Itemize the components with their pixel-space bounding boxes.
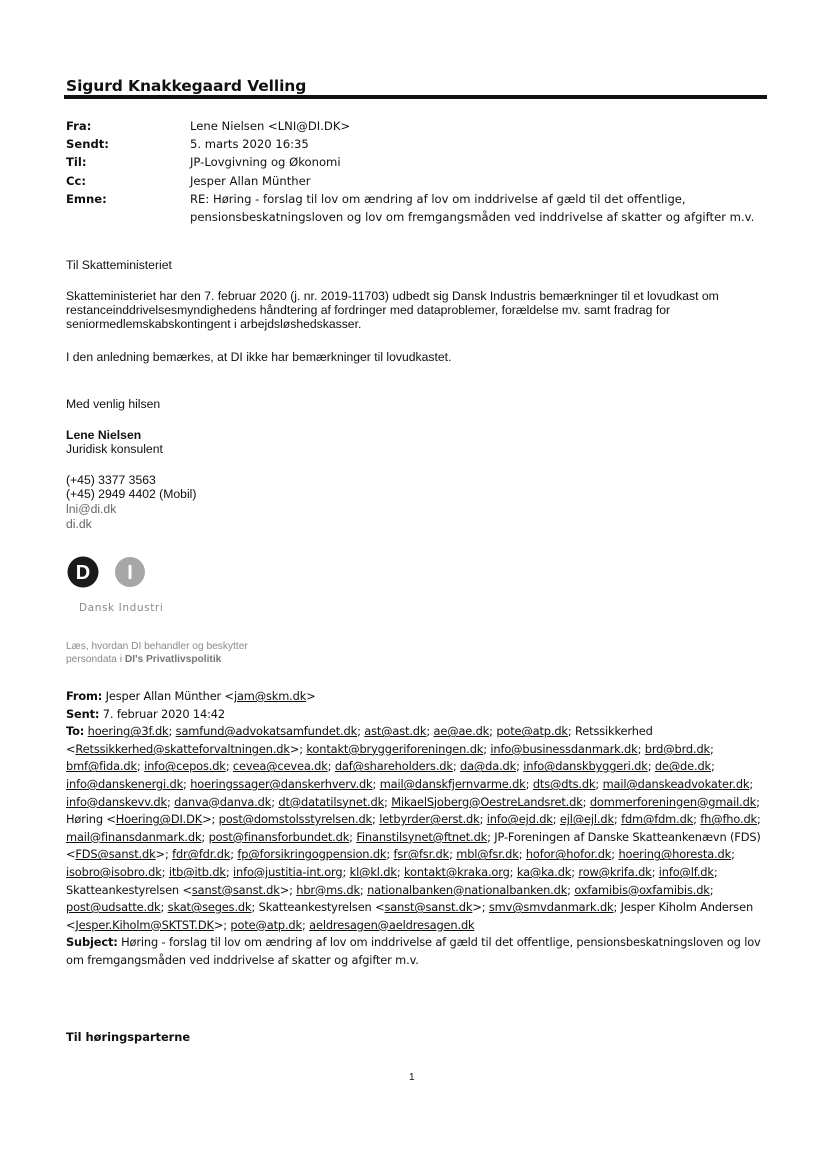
recipient-email-link[interactable]: ejl@ejl.dk: [559, 812, 614, 827]
forwarded-sent: [66, 706, 771, 724]
recipient-email-link[interactable]: kl@kl.dk: [349, 864, 397, 879]
recipient-separator: ;: [647, 759, 655, 774]
forwarded-email: [66, 688, 771, 970]
recipient-separator: ;: [183, 776, 191, 791]
recipient-separator: ;: [449, 847, 457, 862]
recipient-email-link[interactable]: da@da.dk: [460, 759, 517, 774]
privacy-prefix: persondata i: [66, 654, 125, 665]
recipient-list: [66, 724, 761, 932]
recipient-separator: ;: [567, 724, 576, 739]
recipient-separator: ;: [713, 864, 718, 879]
recipient-email-link[interactable]: samfund@advokatsamfundet.dk: [175, 724, 358, 739]
recipient-email-link[interactable]: nationalbanken@nationalbanken.dk: [367, 882, 568, 897]
recipient-email-link[interactable]: oxfamibis@oxfamibis.dk: [574, 882, 710, 897]
logo-caption: Dansk Industri: [79, 602, 164, 614]
from-email-link[interactable]: jam@skm.dk: [233, 689, 307, 703]
recipient-separator: ;: [372, 776, 380, 791]
recipient-email-link[interactable]: fp@forsikringogpension.dk: [237, 847, 387, 862]
recipient-email-link[interactable]: hofor@hofor.dk: [525, 847, 612, 862]
recipient-separator: >;: [155, 847, 173, 862]
signature-phone: (+45) 3377 3563: [66, 473, 156, 487]
header-value: RE: Høring - forslag til lov om ændring af lov om inddrivelse af gæld til det offentlige, pensionsbeskatningsloven og lov om fremgangsmåden ved inddrivelse af skatter og afgifter m.v.: [190, 191, 755, 225]
header-label: Til:: [66, 155, 87, 170]
recipient-email-link[interactable]: ka@ka.dk: [516, 864, 572, 879]
recipient-email-link[interactable]: fdr@fdr.dk: [172, 847, 231, 862]
recipient-separator: ;: [168, 724, 176, 739]
recipient-separator: ;: [271, 794, 279, 809]
recipient-email-link[interactable]: MikaelSjoberg@OestreLandsret.dk: [391, 794, 583, 809]
document-owner-name: Sigurd Knakkegaard Velling: [66, 77, 307, 95]
recipient-name: Høring <: [66, 812, 116, 827]
recipient-separator: ;: [161, 864, 169, 879]
recipient-email-link[interactable]: post@domstolsstyrelsen.dk: [218, 812, 373, 827]
signature-web[interactable]: di.dk: [66, 517, 92, 531]
di-logo: [67, 555, 164, 617]
recipient-separator: ;: [567, 882, 575, 897]
recipient-email-link[interactable]: mbl@fsr.dk: [456, 847, 519, 862]
recipient-separator: ;: [396, 864, 404, 879]
recipient-separator: ;: [487, 829, 495, 844]
recipient-email-link[interactable]: info@justitia-int.org: [233, 864, 343, 879]
recipient-name: JP-Foreningen af Danske Skatteankenævn (FDS) <: [66, 829, 761, 862]
recipient-email-link[interactable]: hoering@horesta.dk: [618, 847, 732, 862]
header-row-subject: [66, 190, 780, 226]
header-row-to: [66, 153, 780, 171]
recipient-email-link[interactable]: dt@datatilsynet.dk: [278, 794, 385, 809]
recipient-separator: ;: [613, 900, 621, 915]
recipient-email-link[interactable]: danva@danva.dk: [174, 794, 272, 809]
recipient-separator: >;: [289, 741, 307, 756]
di-logo-graphic: [67, 555, 164, 617]
recipient-email-link[interactable]: dts@dts.dk: [532, 776, 596, 791]
body-paragraph-1: Skatteministeriet har den 7. februar 2020 (j. nr. 2019-11703) udbedt sig Dansk Industris bemærkninger til et lovudkast om restanceinddrivelsesmyndighedens håndtering af fordringer med dataproblemer, forældelse mv. samt fradrag for seniormedlemskabskontingent i arbejdsløshedskasser.: [66, 289, 719, 332]
signature-title: Juridisk konsulent: [66, 442, 163, 456]
recipient-separator: ;: [386, 847, 394, 862]
recipient-email-link[interactable]: info@lf.dk: [658, 864, 714, 879]
recipient-separator: ;: [756, 794, 760, 809]
recipient-separator: >;: [472, 900, 489, 915]
recipient-email-link[interactable]: FDS@sanst.dk: [75, 847, 156, 862]
header-value: Lene Nielsen <LNI@DI.DK>: [190, 119, 351, 133]
recipient-separator: ;: [349, 829, 357, 844]
recipient-separator: ;: [384, 794, 392, 809]
recipient-separator: ;: [251, 900, 259, 915]
page-number: 1: [409, 1072, 415, 1083]
recipient-name: Retssikkerhed <: [66, 724, 653, 756]
recipient-separator: ;: [201, 829, 209, 844]
recipient-separator: ;: [651, 864, 659, 879]
forwarded-from: [66, 688, 771, 706]
recipient-email-link[interactable]: Jesper.Kiholm@SKTST.DK: [75, 917, 214, 932]
recipient-separator: ;: [518, 847, 526, 862]
recipient-separator: ;: [452, 759, 461, 774]
recipient-separator: ;: [611, 847, 619, 862]
recipient-email-link[interactable]: mail@danskeadvokater.dk: [602, 776, 750, 791]
recipient-separator: ;: [693, 812, 701, 827]
recipient-separator: ;: [479, 812, 487, 827]
header-value: 5. marts 2020 16:35: [190, 137, 309, 152]
from-end: >: [306, 689, 316, 703]
recipient-email-link[interactable]: skat@seges.dk: [167, 900, 252, 915]
recipient-separator: ;: [166, 794, 175, 809]
recipient-separator: >;: [279, 882, 297, 897]
signature-name: Lene Nielsen: [66, 428, 142, 442]
recipient-separator: ;: [711, 759, 715, 774]
recipient-email-link[interactable]: info@businessdanmark.dk: [490, 741, 638, 756]
sent-label: Sent:: [66, 706, 100, 721]
privacy-line-1: Læs, hvordan DI behandler og beskytter: [66, 641, 248, 652]
recipient-email-link[interactable]: post@udsatte.dk: [66, 900, 161, 915]
recipient-separator: ;: [136, 759, 145, 774]
recipient-separator: ;: [372, 812, 380, 827]
greeting: Til Skatteministeriet: [66, 258, 172, 272]
recipient-name: Jesper Kiholm Andersen <: [66, 900, 754, 932]
recipient-email-link[interactable]: kontakt@bryggeriforeningen.dk: [306, 741, 484, 756]
recipient-email-link[interactable]: Retssikkerhed@skatteforvaltningen.dk: [75, 741, 290, 756]
recipient-email-link[interactable]: Hoering@DI.DK: [115, 812, 203, 827]
from-value: Jesper Allan Münther <: [105, 689, 234, 703]
recipient-email-link[interactable]: fdm@fdm.dk: [621, 812, 694, 827]
privacy-policy-link[interactable]: DI's Privatlivspolitik: [124, 654, 222, 665]
recipient-separator: ;: [749, 776, 754, 791]
recipient-email-link[interactable]: Finanstilsynet@ftnet.dk: [356, 829, 488, 844]
recipient-email-link[interactable]: fh@fho.dk: [700, 812, 757, 827]
recipient-email-link[interactable]: letbyrder@erst.dk: [379, 812, 480, 827]
recipient-separator: ;: [516, 759, 524, 774]
recipient-email-link[interactable]: sanst@sanst.dk: [191, 882, 280, 897]
recipient-email-link[interactable]: info@danskenergi.dk: [66, 776, 184, 791]
header-value: Jesper Allan Münther: [190, 173, 311, 188]
header-value: JP-Lovgivning og Økonomi: [190, 155, 341, 170]
recipient-email-link[interactable]: hbr@ms.dk: [296, 882, 360, 897]
recipient-name: Skatteankestyrelsen <: [258, 900, 385, 915]
recipient-separator: ;: [595, 776, 603, 791]
recipient-separator: ;: [757, 812, 761, 827]
recipient-separator: ;: [709, 882, 714, 897]
recipient-separator: ;: [613, 812, 622, 827]
privacy-note: [66, 640, 248, 666]
header-label: Sendt:: [66, 137, 109, 152]
recipient-email-link[interactable]: de@de.dk: [654, 759, 711, 774]
recipient-separator: >;: [202, 812, 219, 827]
recipient-email-link[interactable]: aeldresagen@aeldresagen.dk: [309, 917, 475, 932]
recipient-email-link[interactable]: smv@smvdanmark.dk: [488, 900, 614, 915]
recipient-email-link[interactable]: info@cepos.dk: [144, 759, 226, 774]
recipient-separator: ;: [552, 812, 560, 827]
from-label: From:: [66, 689, 103, 703]
header-row-from: [66, 117, 780, 135]
section-heading: Til høringsparterne: [66, 1030, 191, 1044]
header-label: Fra:: [66, 119, 92, 133]
subject-label: Subject:: [66, 935, 118, 950]
recipient-separator: ;: [359, 882, 368, 897]
recipient-email-link[interactable]: sanst@sanst.dk: [384, 900, 473, 915]
signature-mobile: (+45) 2949 4402 (Mobil): [66, 487, 197, 501]
recipient-separator: ;: [426, 724, 434, 739]
recipient-separator: ;: [509, 864, 517, 879]
recipient-email-link[interactable]: dommerforeningen@gmail.dk: [589, 794, 757, 809]
recipient-email-link[interactable]: mail@finansdanmark.dk: [66, 829, 202, 844]
recipient-separator: ;: [582, 794, 590, 809]
recipient-separator: ;: [230, 847, 238, 862]
to-label: To:: [66, 724, 85, 739]
recipient-email-link[interactable]: bmf@fida.dk: [66, 759, 137, 774]
recipient-separator: ;: [525, 776, 533, 791]
subject-value: Høring - forslag til lov om ændring af lov om inddrivelse af gæld til det offentlige, pensionsbeskatningsloven og lov om fremgangsmåden ved inddrivelse af skatter og afgifter m.v.: [66, 935, 761, 967]
recipient-separator: ;: [327, 759, 335, 774]
recipient-separator: >;: [213, 917, 231, 932]
recipient-email-link[interactable]: info@ejd.dk: [486, 812, 553, 827]
recipient-email-link[interactable]: info@danskevv.dk: [66, 794, 167, 809]
email-header: [66, 117, 780, 226]
sent-value: 7. februar 2020 14:42: [102, 706, 225, 721]
recipient-separator: ;: [225, 759, 233, 774]
body-paragraph-2: I den anledning bemærkes, at DI ikke har bemærkninger til lovudkastet.: [66, 350, 452, 364]
header-label: Cc:: [66, 173, 87, 188]
recipient-separator: ;: [731, 847, 735, 862]
recipient-email-link[interactable]: ast@ast.dk: [364, 724, 427, 739]
recipient-separator: ;: [160, 900, 168, 915]
recipient-email-link[interactable]: hoeringssager@danskerhverv.dk: [190, 776, 373, 791]
recipient-email-link[interactable]: pote@atp.dk: [496, 724, 568, 739]
recipient-email-link[interactable]: itb@itb.dk: [168, 864, 226, 879]
recipient-separator: ;: [489, 724, 497, 739]
recipient-email-link[interactable]: brd@brd.dk: [644, 741, 710, 756]
signature-email[interactable]: lni@di.dk: [66, 502, 117, 516]
closing: Med venlig hilsen: [66, 397, 161, 411]
logo-letter-d: D: [75, 562, 91, 584]
recipient-separator: ;: [709, 741, 714, 756]
header-row-cc: [66, 172, 780, 190]
header-row-sent: [66, 135, 780, 153]
recipient-email-link[interactable]: kontakt@kraka.org: [404, 864, 510, 879]
recipient-separator: ;: [571, 864, 579, 879]
recipient-email-link[interactable]: pote@atp.dk: [230, 917, 302, 932]
recipient-separator: ;: [637, 741, 645, 756]
recipient-separator: ;: [357, 724, 365, 739]
recipient-name: Skatteankestyrelsen <: [66, 882, 192, 897]
recipient-email-link[interactable]: isobro@isobro.dk: [66, 864, 162, 879]
header-label: Emne:: [66, 191, 107, 206]
recipient-email-link[interactable]: fsr@fsr.dk: [393, 847, 450, 862]
recipient-email-link[interactable]: daf@shareholders.dk: [334, 759, 453, 774]
logo-letter-i: I: [127, 562, 133, 584]
forwarded-to: [66, 723, 771, 934]
recipient-email-link[interactable]: row@krifa.dk: [578, 864, 652, 879]
forwarded-subject: [66, 934, 771, 969]
recipient-separator: ;: [483, 741, 491, 756]
privacy-line-2: [66, 653, 248, 666]
header-rule: [64, 95, 767, 99]
recipient-email-link[interactable]: hoering@3f.dk: [87, 724, 169, 739]
recipient-email-link[interactable]: mail@danskfjernvarme.dk: [379, 776, 526, 791]
recipient-separator: ;: [225, 864, 234, 879]
recipient-email-link[interactable]: info@danskbyggeri.dk: [523, 759, 648, 774]
recipient-email-link[interactable]: cevea@cevea.dk: [232, 759, 328, 774]
recipient-email-link[interactable]: ae@ae.dk: [433, 724, 490, 739]
recipient-separator: ;: [342, 864, 350, 879]
recipient-email-link[interactable]: post@finansforbundet.dk: [208, 829, 350, 844]
recipient-separator: ;: [301, 917, 310, 932]
